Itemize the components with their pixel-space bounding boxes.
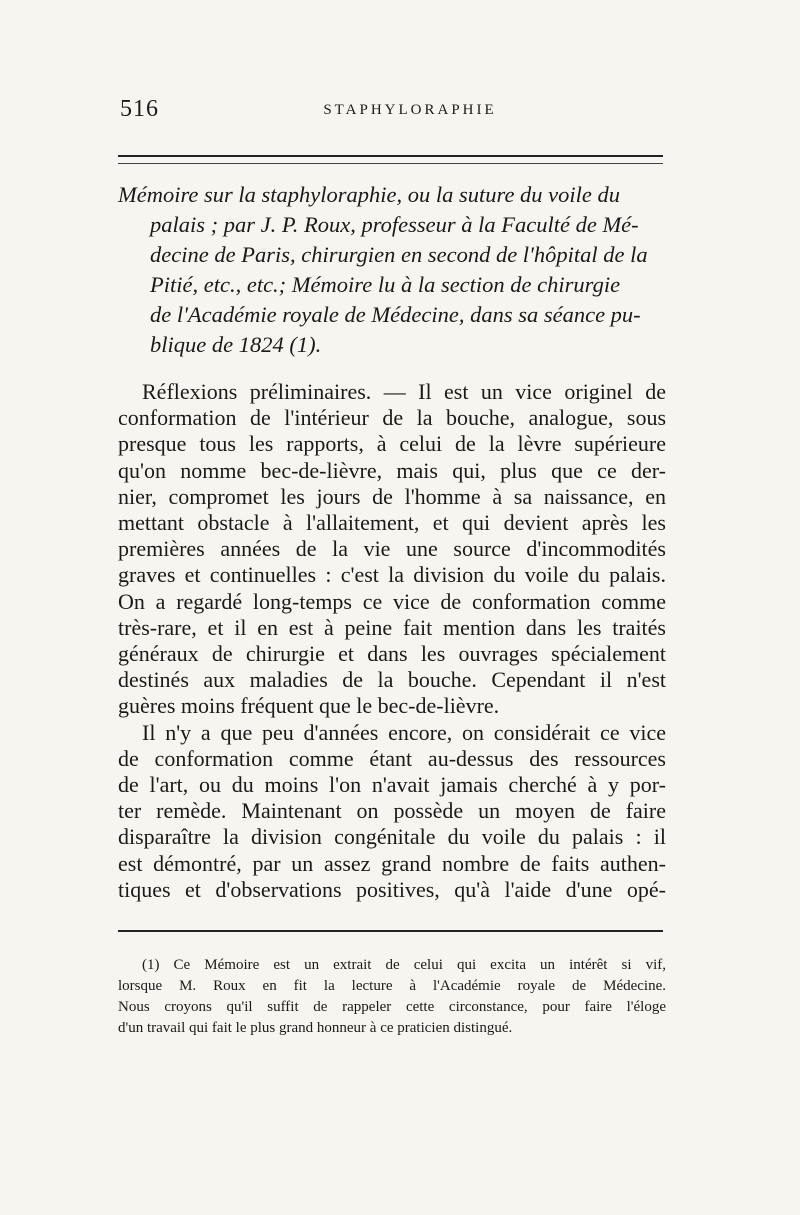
title-line: Mémoire sur la staphyloraphie, ou la suture du voile du <box>118 182 621 207</box>
body-line: généraux de chirurgie et dans les ouvrages spécialement <box>118 641 666 667</box>
footnote-line: (1) Ce Mémoire est un extrait de celui qui excita un intérêt si vif, <box>142 957 666 973</box>
body-line: mettant obstacle à l'allaitement, et qui devient après les <box>118 510 666 536</box>
body-line: ter remède. Maintenant on possède un moyen de faire <box>118 798 666 824</box>
body-line: qu'on nomme bec-de-lièvre, mais qui, plus que ce der- <box>118 457 666 483</box>
footnote-rule <box>118 930 663 932</box>
body-line: conformation de l'intérieur de la bouche, analogue, sous <box>118 405 666 431</box>
title-line: blique de 1824 (1). <box>150 332 322 357</box>
body-line: disparaître la division congénitale du voile du palais : il <box>118 824 666 850</box>
footnote <box>118 955 666 1039</box>
body-line: guères moins fréquent que le bec-de-lièvre. <box>118 693 500 719</box>
body-line: presque tous les rapports, à celui de la lèvre supérieure <box>118 431 666 457</box>
body-line: graves et continuelles : c'est la division du voile du palais. <box>118 562 666 588</box>
memoir-title <box>118 180 666 360</box>
title-line: palais ; par J. P. Roux, professeur à la Faculté de Mé- <box>150 212 639 237</box>
body-line: On a regardé long-temps ce vice de conformation comme <box>118 588 666 614</box>
footnote-line: lorsque M. Roux en fit la lecture à l'Académie royale de Médecine. <box>118 978 666 994</box>
body-line: tiques et d'observations positives, qu'à l'aide d'une opé- <box>118 876 666 902</box>
body-line: nier, compromet les jours de l'homme à sa naissance, en <box>118 483 666 509</box>
body-text <box>118 379 666 903</box>
body-line: est démontré, par un assez grand nombre de faits authen- <box>118 850 666 876</box>
running-title: STAPHYLORAPHIE <box>323 102 497 118</box>
header-rule <box>118 155 663 164</box>
body-line: premières années de la vie une source d'incommodités <box>118 536 666 562</box>
body-line: destinés aux maladies de la bouche. Cependant il n'est <box>118 667 666 693</box>
body-line: Réflexions préliminaires. — Il est un vice originel de <box>142 379 666 404</box>
body-line: de conformation comme étant au-dessus des ressources <box>118 745 666 771</box>
page-number: 516 <box>120 96 159 122</box>
body-line: de l'art, ou du moins l'on n'avait jamais cherché à y por- <box>118 772 666 798</box>
body-line: Il n'y a que peu d'années encore, on considérait ce vice <box>142 719 666 745</box>
title-line: Pitié, etc., etc.; Mémoire lu à la section de chirurgie <box>150 272 621 297</box>
footnote-line: d'un travail qui fait le plus grand honneur à ce praticien distingué. <box>118 1020 513 1036</box>
title-line: decine de Paris, chirurgien en second de l'hôpital de la <box>150 242 648 267</box>
body-line: très-rare, et il en est à peine fait mention dans les traités <box>118 614 666 640</box>
footnote-line: Nous croyons qu'il suffit de rappeler cette circonstance, pour faire l'éloge <box>118 999 666 1015</box>
title-line: de l'Académie royale de Médecine, dans sa séance pu- <box>150 302 641 327</box>
